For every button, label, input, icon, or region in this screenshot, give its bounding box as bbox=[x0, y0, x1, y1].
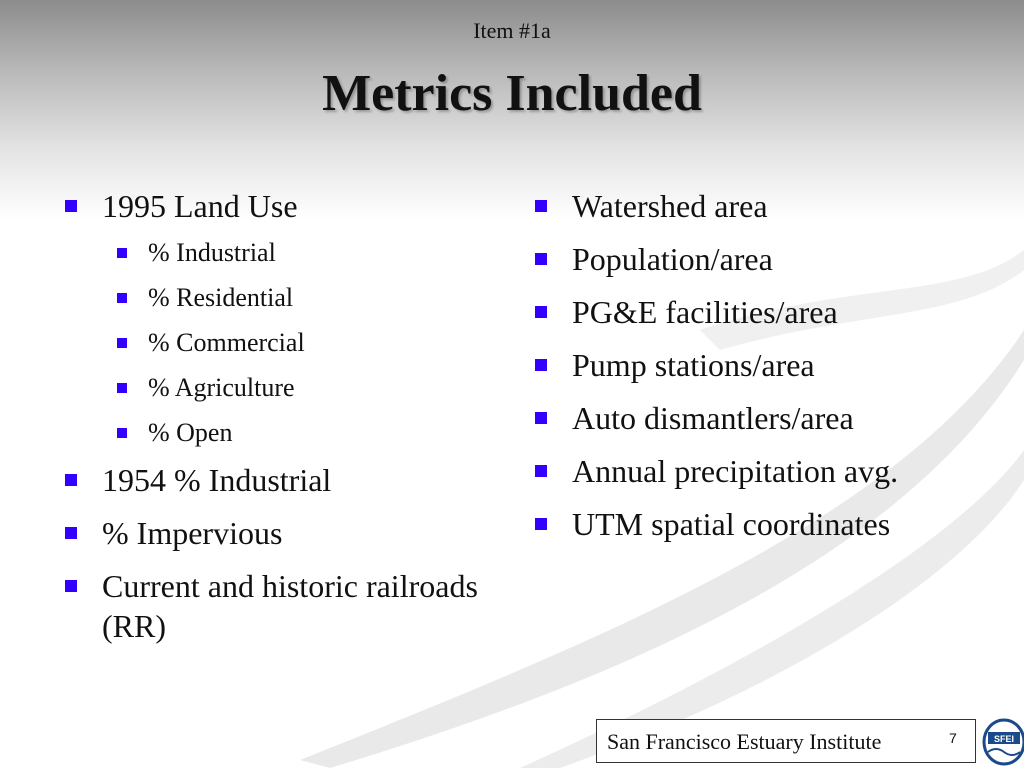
sub-bullet-list bbox=[62, 235, 502, 451]
bullet-item bbox=[532, 451, 992, 491]
bullet-item bbox=[62, 513, 502, 553]
bullet-item bbox=[532, 292, 992, 332]
bullet-text: 1995 Land Use bbox=[102, 188, 298, 224]
bullet-item bbox=[532, 239, 992, 279]
square-bullet-icon bbox=[535, 359, 547, 371]
bullet-text: Population/area bbox=[572, 241, 773, 277]
bullet-text: Annual precipitation avg. bbox=[572, 453, 899, 489]
bullet-text: 1954 % Industrial bbox=[102, 462, 332, 498]
square-bullet-icon bbox=[117, 338, 127, 348]
bullet-item bbox=[62, 566, 502, 646]
square-bullet-icon bbox=[535, 518, 547, 530]
square-bullet-icon bbox=[535, 200, 547, 212]
sub-bullet-text: % Residential bbox=[148, 283, 294, 312]
bullet-text: Pump stations/area bbox=[572, 347, 815, 383]
square-bullet-icon bbox=[117, 293, 127, 303]
bullet-item bbox=[532, 345, 992, 385]
bullet-item bbox=[62, 186, 502, 226]
sub-bullet-item bbox=[62, 280, 502, 316]
square-bullet-icon bbox=[65, 474, 77, 486]
bullet-text: % Impervious bbox=[102, 515, 283, 551]
sub-bullet-text: % Commercial bbox=[148, 328, 305, 357]
square-bullet-icon bbox=[65, 527, 77, 539]
item-label: Item #1a bbox=[473, 18, 551, 43]
footer bbox=[596, 719, 976, 763]
slide-title: Metrics Included bbox=[322, 65, 702, 122]
bullet-item bbox=[532, 186, 992, 226]
svg-text:SFEI: SFEI bbox=[993, 734, 1015, 744]
sub-bullet-text: % Agriculture bbox=[148, 373, 295, 402]
sub-bullet-item bbox=[62, 370, 502, 406]
bullet-text: Current and historic railroads (RR) bbox=[102, 568, 478, 644]
bullet-item bbox=[532, 504, 992, 544]
square-bullet-icon bbox=[117, 383, 127, 393]
bullet-text: Watershed area bbox=[572, 188, 768, 224]
sub-bullet-item bbox=[62, 415, 502, 451]
square-bullet-icon bbox=[535, 253, 547, 265]
bullet-item bbox=[62, 460, 502, 500]
sub-bullet-text: % Industrial bbox=[148, 238, 276, 267]
square-bullet-icon bbox=[535, 465, 547, 477]
organization-name: San Francisco Estuary Institute bbox=[607, 729, 882, 754]
bullet-text: Auto dismantlers/area bbox=[572, 400, 854, 436]
square-bullet-icon bbox=[65, 200, 77, 212]
bullet-text: UTM spatial coordinates bbox=[572, 506, 891, 542]
square-bullet-icon bbox=[535, 306, 547, 318]
sub-bullet-item bbox=[62, 325, 502, 361]
square-bullet-icon bbox=[117, 428, 127, 438]
sub-bullet-text: % Open bbox=[148, 418, 233, 447]
sub-bullet-item bbox=[62, 235, 502, 271]
bullet-item bbox=[532, 398, 992, 438]
square-bullet-icon bbox=[65, 580, 77, 592]
square-bullet-icon bbox=[535, 412, 547, 424]
right-bullet-list bbox=[532, 186, 992, 557]
sfei-logo-icon bbox=[980, 718, 1024, 766]
bullet-text: PG&E facilities/area bbox=[572, 294, 838, 330]
square-bullet-icon bbox=[117, 248, 127, 258]
page-number: 7 bbox=[949, 730, 957, 746]
left-bullet-list bbox=[62, 186, 502, 659]
